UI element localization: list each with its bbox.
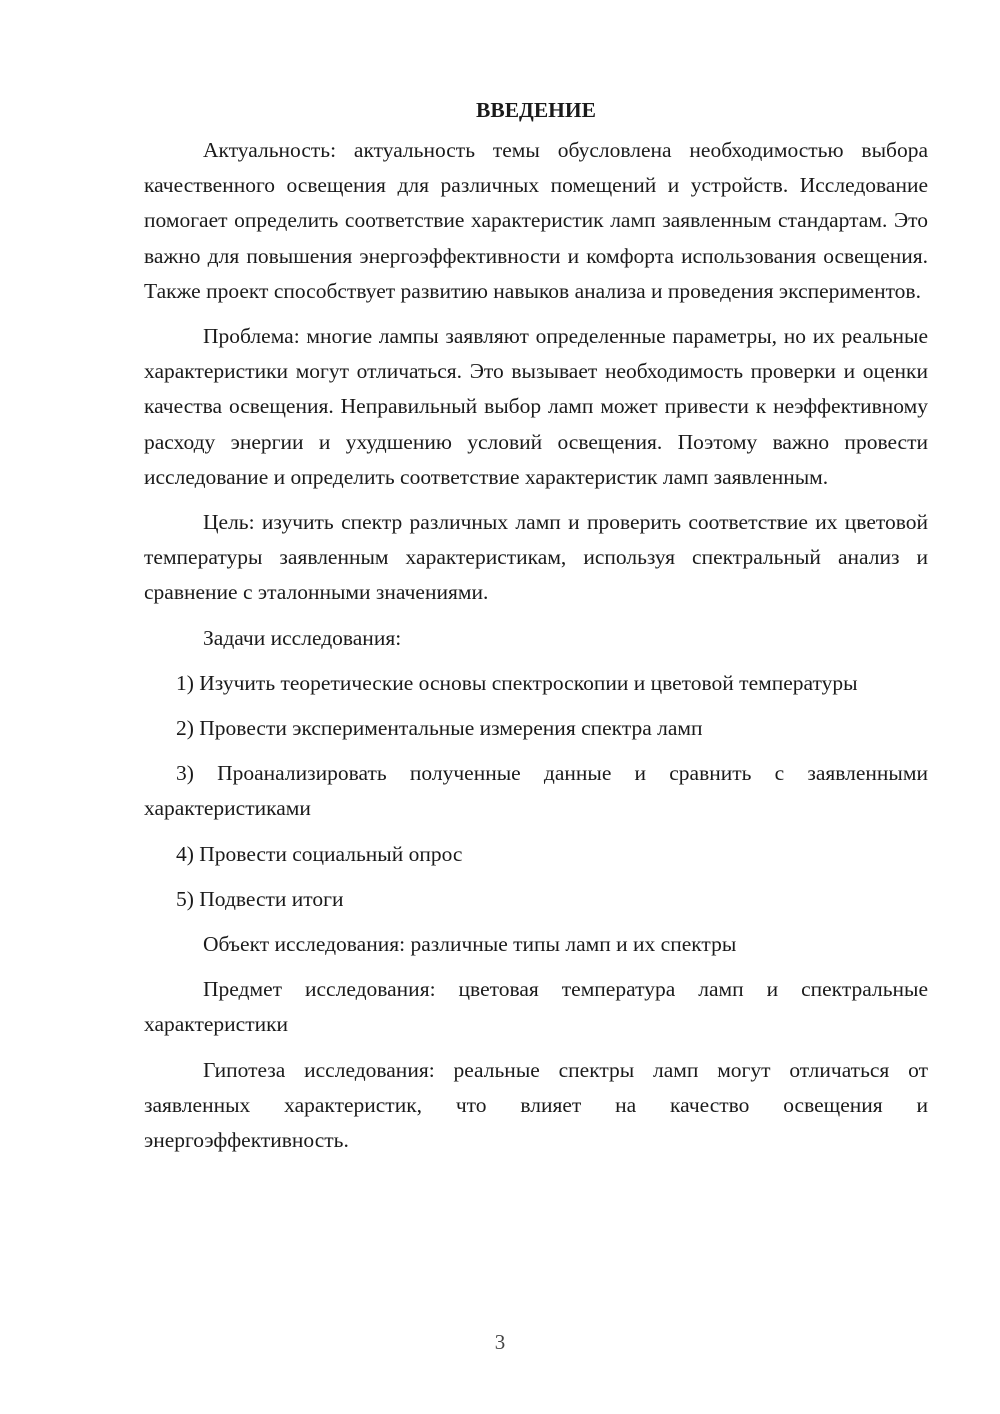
tasks-heading: Задачи исследования:: [203, 625, 402, 650]
section-title: ВВЕДЕНИЕ: [476, 98, 596, 122]
relevance-paragraph: Актуальность: актуальность темы обусловлена необходимостью выбора качественного освещения для различных помещений и устройств. Исследование помогает определить соответствие характеристик ламп заявленным стандартам. Это важно для повышения энергоэффективности и комфорта использования освещения. Также проект способствует развитию навыков анализа и проведения экспериментов.: [144, 138, 928, 303]
problem-paragraph: Проблема: многие лампы заявляют определенные параметры, но их реальные характеристики могут отличаться. Это вызывает необходимость проверки и оценки качества освещения. Неправильный выбор ламп может привести к неэффективному расходу энергии и ухудшению условий освещения. Поэтому важно провести исследование и определить соответствие характеристик ламп заявленным.: [144, 324, 928, 489]
research-subject: Предмет исследования: цветовая температура ламп и спектральные характеристики: [144, 977, 928, 1037]
task-item-1: 1) Изучить теоретические основы спектроскопии и цветовой температуры: [176, 670, 858, 695]
task-item-2: 2) Провести экспериментальные измерения спектра ламп: [176, 716, 703, 741]
research-hypothesis: Гипотеза исследования: реальные спектры ламп могут отличаться от заявленных характеристик, что влияет на качество освещения и энергоэффективность.: [144, 1057, 928, 1153]
task-item-4: 4) Провести социальный опрос: [176, 841, 463, 866]
goal-paragraph: Цель: изучить спектр различных ламп и проверить соответствие их цветовой температуры заявленным характеристикам, используя спектральный анализ и сравнение с эталонными значениями.: [144, 510, 928, 605]
task-item-3: 3) Проанализировать полученные данные и сравнить с заявленными характеристиками: [144, 761, 928, 821]
document-page: [144, 88, 928, 1168]
task-item-5: 5) Подвести итоги: [176, 886, 344, 911]
page-number: 3: [494, 1330, 506, 1354]
research-object: Объект исследования: различные типы ламп и их спектры: [203, 932, 737, 957]
